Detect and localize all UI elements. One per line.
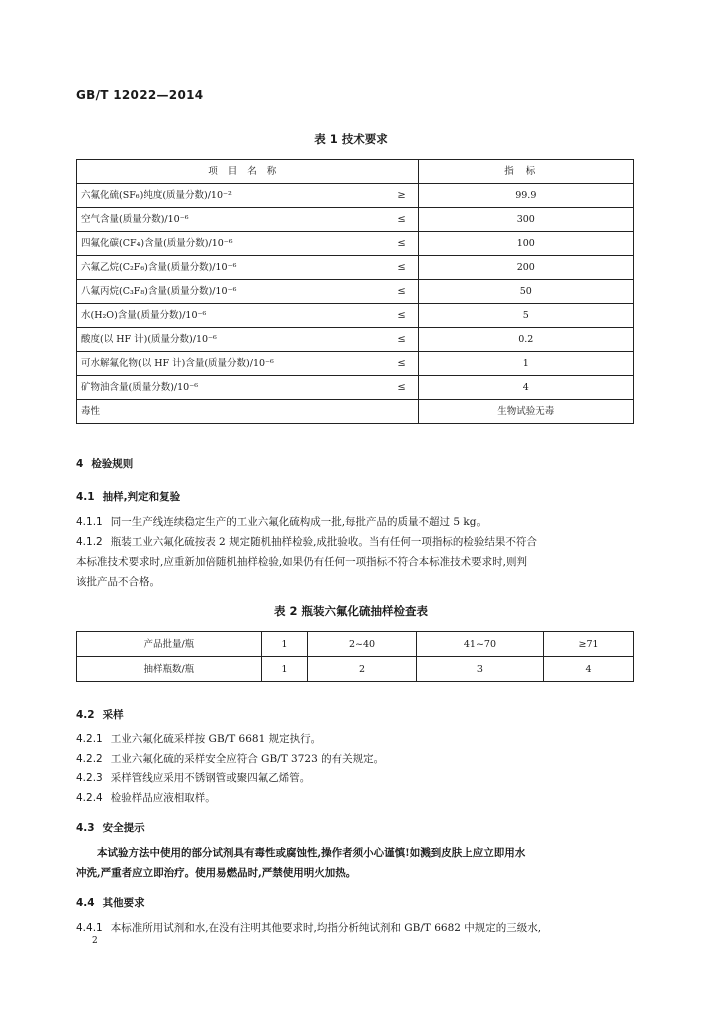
row-operator: ≥	[386, 184, 419, 208]
row-operator: ≤	[386, 304, 419, 328]
cell: 3	[416, 657, 543, 682]
row-operator: ≤	[386, 232, 419, 256]
section-4-1-heading: 4.1 抽样,判定和复验	[76, 491, 181, 503]
table-row	[77, 376, 634, 400]
table-row	[77, 256, 634, 280]
row-operator: ≤	[386, 256, 419, 280]
sampling-table	[76, 631, 634, 682]
table-row	[77, 208, 634, 232]
tech-requirements-table	[76, 159, 634, 424]
row-value: 99.9	[418, 184, 633, 208]
table-row	[77, 304, 634, 328]
table1-caption: 表 1 技术要求	[314, 132, 388, 146]
section-4-heading: 4 检验规则	[76, 458, 134, 470]
table-row	[77, 328, 634, 352]
table-row	[77, 232, 634, 256]
table-row	[77, 400, 634, 424]
header-value: 指标	[418, 160, 633, 184]
row-operator: ≤	[386, 208, 419, 232]
header-item: 项目名称	[77, 160, 419, 184]
row-value: 0.2	[418, 328, 633, 352]
row-value: 50	[418, 280, 633, 304]
row-item: 四氟化碳(CF₄)含量(质量分数)/10⁻⁶	[77, 232, 386, 256]
row-value: 4	[418, 376, 633, 400]
row-item: 矿物油含量(质量分数)/10⁻⁶	[77, 376, 386, 400]
cell: 2	[308, 657, 417, 682]
table-header-row	[77, 160, 634, 184]
row-value: 生物试验无毒	[418, 400, 633, 424]
row-operator: ≤	[386, 280, 419, 304]
safety-warning: 本试验方法中使用的部分试剂具有毒性或腐蚀性,操作者须小心谨慎!如溅到皮肤上应立即用水 冲洗,严重者应立即治疗。使用易燃品时,严禁使用明火加热。	[76, 847, 526, 879]
cell: 2~40	[308, 632, 417, 657]
table-row	[77, 352, 634, 376]
cell: 1	[261, 657, 308, 682]
row-label: 抽样瓶数/瓶	[77, 657, 262, 682]
page-number: 2	[92, 936, 98, 946]
clause-4-1-2: 4.1.2 瓶装工业六氟化硫按表 2 规定随机抽样检验,成批验收。当有任何一项指标的检验结果不符合 本标准技术要求时,应重新加倍随机抽样检验,如果仍有任何一项指标不符合本标准技术要求时,则判 该批产品不合格。	[76, 536, 537, 588]
section-4-2-heading: 4.2 采样	[76, 709, 124, 721]
row-item: 六氟化硫(SF₆)纯度(质量分数)/10⁻²	[77, 184, 386, 208]
table2-caption: 表 2 瓶装六氟化硫抽样检查表	[273, 604, 428, 618]
table-row	[77, 632, 634, 657]
row-operator: ≤	[386, 376, 419, 400]
cell: 1	[261, 632, 308, 657]
row-value: 5	[418, 304, 633, 328]
section-4-3-heading: 4.3 安全提示	[76, 822, 145, 834]
cell: ≥71	[544, 632, 634, 657]
row-item: 六氟乙烷(C₂F₆)含量(质量分数)/10⁻⁶	[77, 256, 386, 280]
table-row	[77, 184, 634, 208]
row-item: 水(H₂O)含量(质量分数)/10⁻⁶	[77, 304, 386, 328]
standard-id: GB/T 12022—2014	[76, 88, 204, 102]
row-value: 1	[418, 352, 633, 376]
row-label: 产品批量/瓶	[77, 632, 262, 657]
row-value: 200	[418, 256, 633, 280]
clause-4-4-1: 4.4.1 本标准所用试剂和水,在没有注明其他要求时,均指分析纯试剂和 GB/T 6682 中规定的三级水,	[76, 922, 542, 934]
row-item: 可水解氟化物(以 HF 计)含量(质量分数)/10⁻⁶	[77, 352, 386, 376]
row-value: 300	[418, 208, 633, 232]
clause-4-1-1: 4.1.1 同一生产线连续稳定生产的工业六氟化硫构成一批,每批产品的质量不超过 5 kg。	[76, 516, 487, 528]
table-row	[77, 657, 634, 682]
cell: 41~70	[416, 632, 543, 657]
clause-4-2-4: 4.2.4 检验样品应液相取样。	[76, 792, 216, 804]
row-operator: ≤	[386, 328, 419, 352]
row-operator: ≤	[386, 352, 419, 376]
cell: 4	[544, 657, 634, 682]
row-operator	[386, 400, 419, 424]
row-item: 空气含量(质量分数)/10⁻⁶	[77, 208, 386, 232]
row-item: 八氟丙烷(C₃F₈)含量(质量分数)/10⁻⁶	[77, 280, 386, 304]
table-row	[77, 280, 634, 304]
clause-4-2-1: 4.2.1 工业六氟化硫采样按 GB/T 6681 规定执行。	[76, 733, 322, 745]
clause-4-2-2: 4.2.2 工业六氟化硫的采样安全应符合 GB/T 3723 的有关规定。	[76, 753, 385, 765]
row-item: 毒性	[77, 400, 386, 424]
row-item: 酸度(以 HF 计)(质量分数)/10⁻⁶	[77, 328, 386, 352]
section-4-4-heading: 4.4 其他要求	[76, 897, 145, 909]
row-value: 100	[418, 232, 633, 256]
clause-4-2-3: 4.2.3 采样管线应采用不锈钢管或聚四氟乙烯管。	[76, 772, 311, 784]
